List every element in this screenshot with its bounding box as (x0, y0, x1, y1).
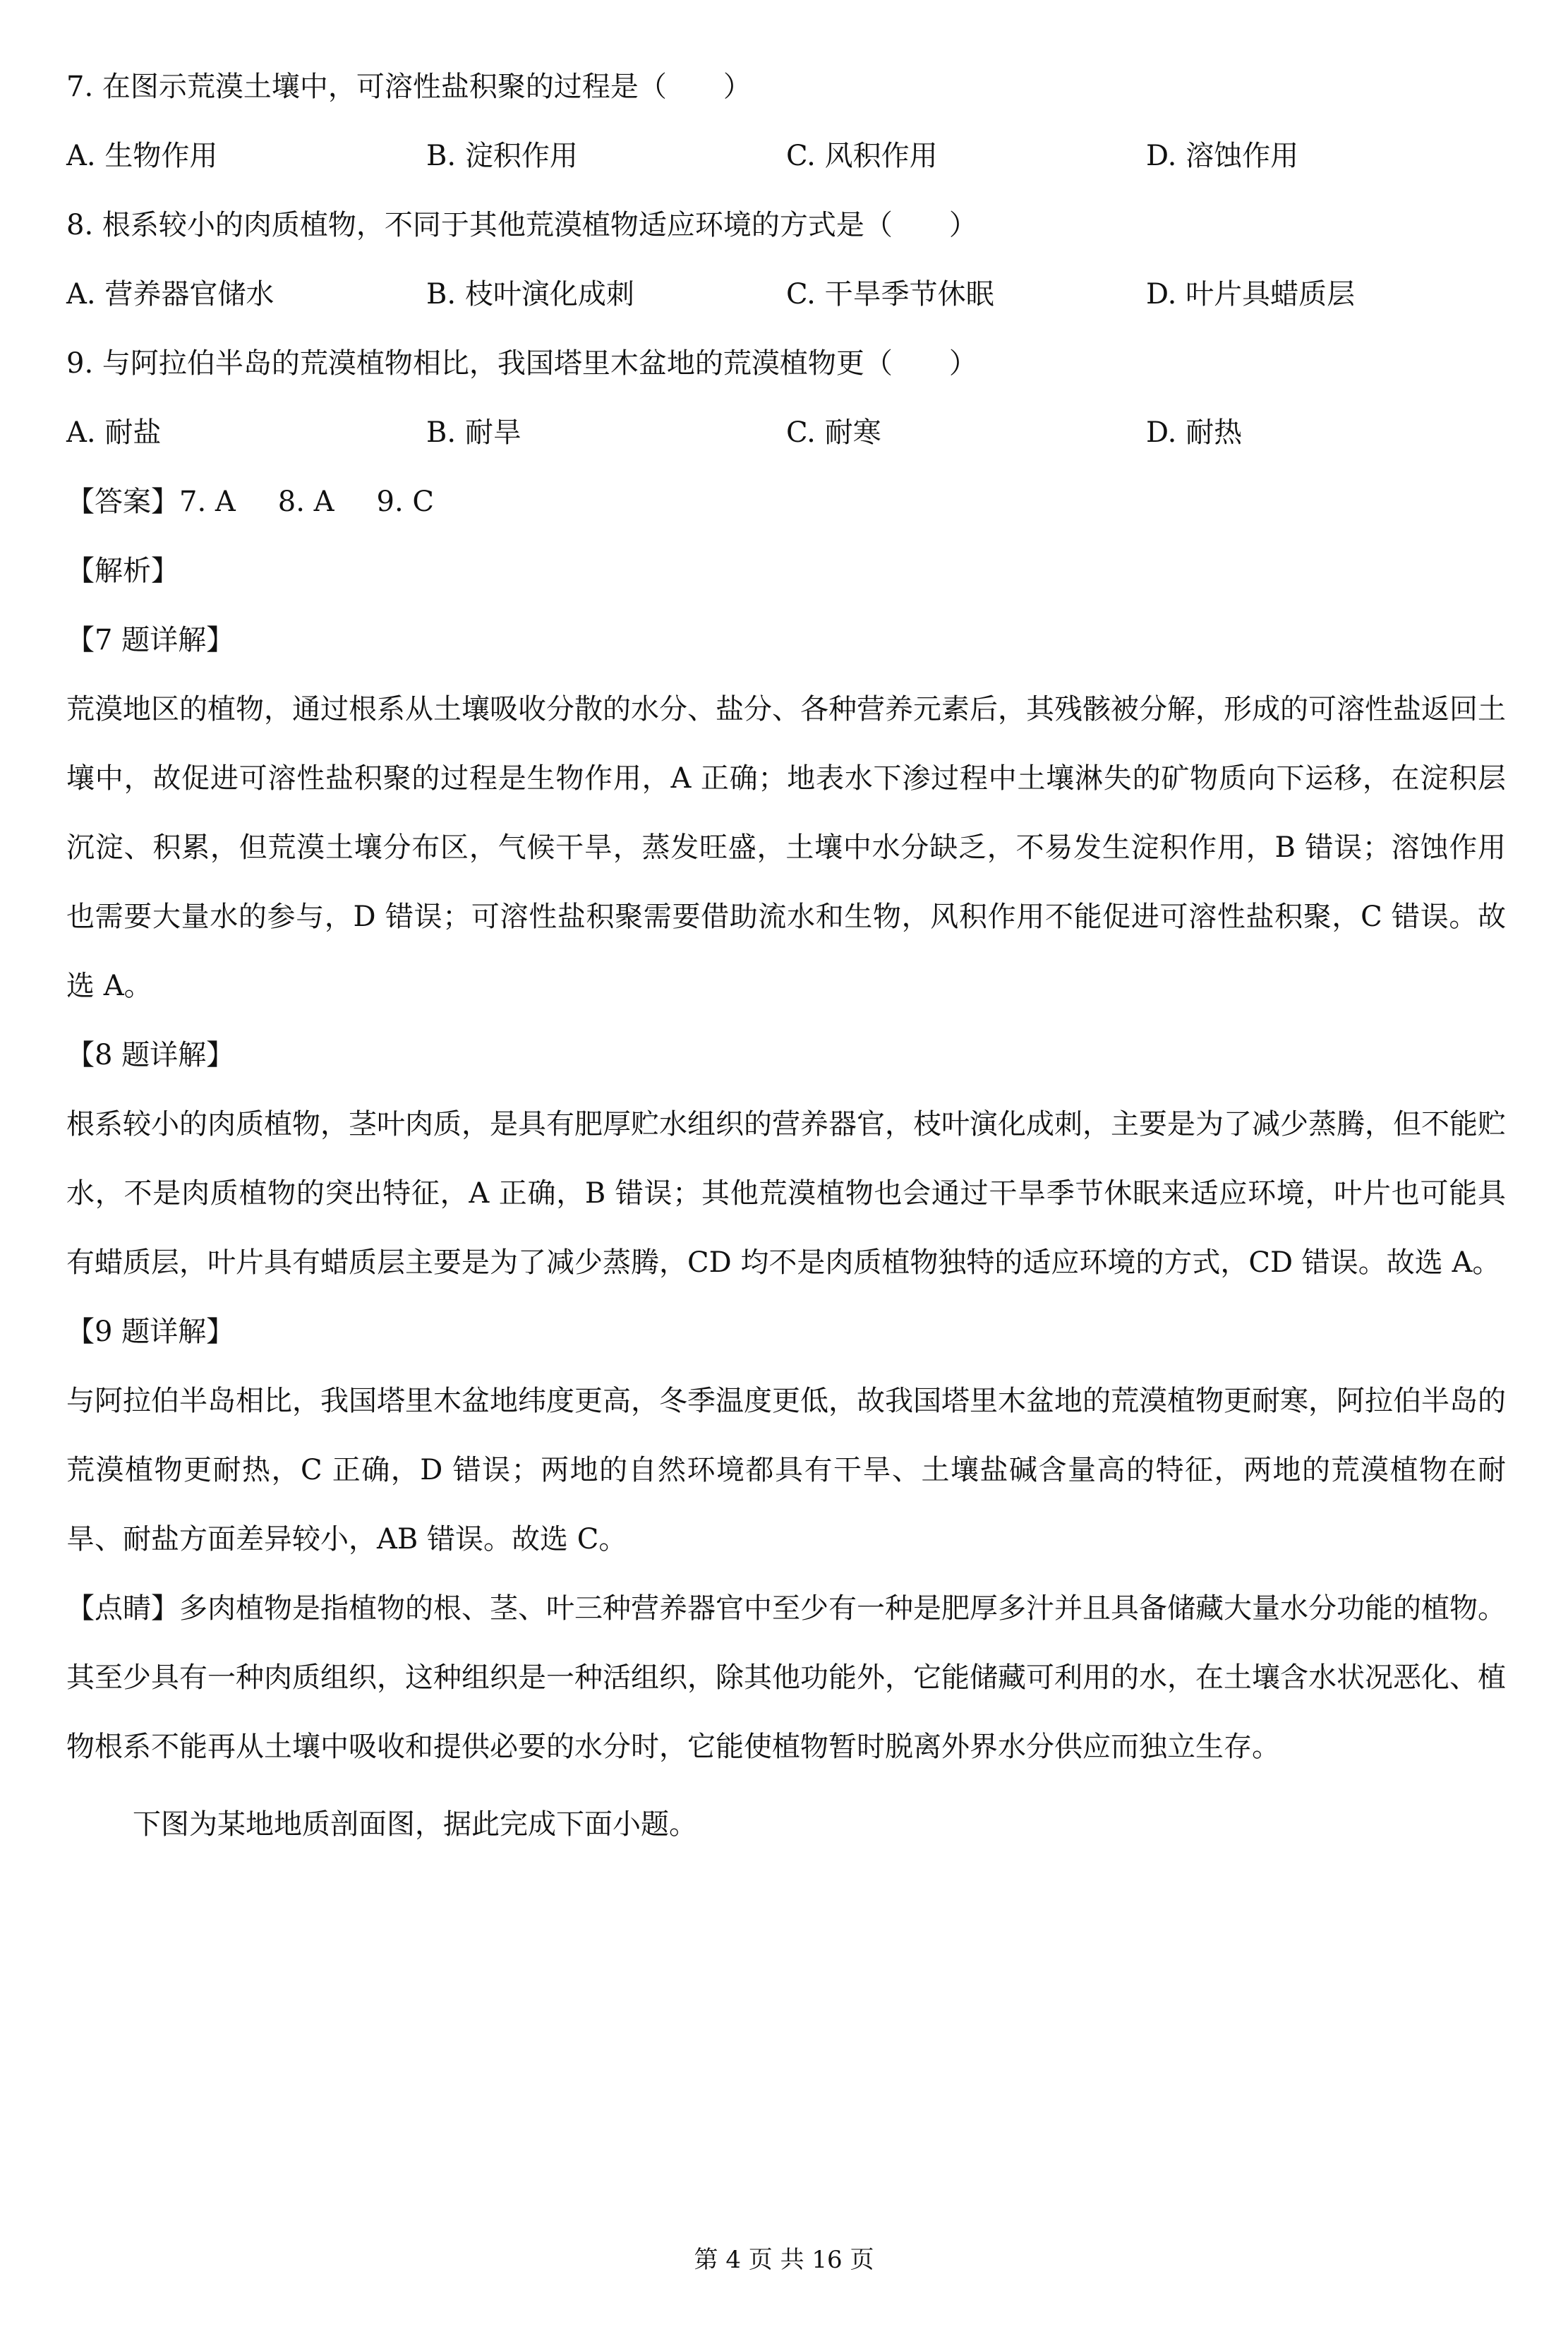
tip-text: 多肉植物是指植物的根、茎、叶三种营养器官中至少有一种是肥厚多汁并且具备储藏大量水分功能的植物。其至少具有一种肉质组织，这种组织是一种活组织，除其他功能外，它能储藏可利用的水，在土壤含水状况恶化、植物根系不能再从土壤中吸收和提供必要的水分时，它能使植物暂时脱离外界水分供应而独立生存。 (66, 1592, 1506, 1763)
answer-label: 【答案】 (66, 486, 179, 518)
question-8-stem: 8. 根系较小的肉质植物，不同于其他荒漠植物适应环境的方式是（ ） (66, 209, 977, 241)
option-b: B. 淀积作用 (426, 140, 578, 172)
page-footer: 第 4 页 共 16 页 (694, 2246, 874, 2274)
answer-item: 8. A (277, 486, 334, 518)
option-d: D. 耐热 (1146, 416, 1243, 449)
detail-text: 根系较小的肉质植物，茎叶肉质，是具有肥厚贮水组织的营养器官，枝叶演化成刺，主要是为了减少蒸腾，但不能贮水，不是肉质植物的突出特征，A 正确，B 错误；其他荒漠植物也会通过干旱季节休眠来适应环境，叶片也可能具有蜡质层，叶片具有蜡质层主要是为了减少蒸腾，CD 均不是肉质植物独特的适应环境的方式，CD 错误。故选 A。 (66, 1108, 1506, 1279)
answer-item: 7. A (179, 486, 236, 518)
detail-heading: 【8 题详解】 (66, 1039, 235, 1071)
option-d: D. 叶片具蜡质层 (1146, 278, 1356, 311)
document-body (66, 52, 1506, 1859)
detail-text: 荒漠地区的植物，通过根系从土壤吸收分散的水分、盐分、各种营养元素后，其残骸被分解，形成的可溶性盐返回土壤中，故促进可溶性盐积聚的过程是生物作用，A 正确；地表水下渗过程中土壤淋失的矿物质向下运移，在淀积层沉淀、积累，但荒漠土壤分布区，气候干旱，蒸发旺盛，土壤中水分缺乏，不易发生淀积作用，B 错误；溶蚀作用也需要大量水的参与，D 错误；可溶性盐积聚需要借助流水和生物，风积作用不能促进可溶性盐积聚，C 错误。故选 A。 (66, 693, 1506, 1002)
figure-intro: 下图为某地地质剖面图，据此完成下面小题。 (133, 1808, 697, 1841)
question-8 (66, 191, 1506, 329)
answer-line (66, 467, 1506, 536)
option-c: C. 干旱季节休眠 (786, 278, 994, 311)
option-d: D. 溶蚀作用 (1146, 140, 1299, 172)
option-a: A. 生物作用 (66, 140, 218, 172)
question-7-stem: 7. 在图示荒漠土壤中，可溶性盐积聚的过程是（ ） (66, 71, 752, 103)
question-9-options (66, 398, 1506, 467)
detail-heading: 【7 题详解】 (66, 624, 235, 656)
option-b: B. 枝叶演化成刺 (426, 278, 634, 311)
question-9-stem: 9. 与阿拉伯半岛的荒漠植物相比，我国塔里木盆地的荒漠植物更（ ） (66, 347, 977, 380)
option-a: A. 耐盐 (66, 416, 162, 449)
detail-text: 与阿拉伯半岛相比，我国塔里木盆地纬度更高，冬季温度更低，故我国塔里木盆地的荒漠植物更耐寒，阿拉伯半岛的荒漠植物更耐热，C 正确，D 错误；两地的自然环境都具有干旱、土壤盐碱含量高的特征，两地的荒漠植物在耐旱、耐盐方面差异较小，AB 错误。故选 C。 (66, 1385, 1506, 1556)
question-8-options (66, 260, 1506, 329)
analysis-label: 【解析】 (66, 555, 179, 587)
option-b: B. 耐旱 (426, 416, 521, 449)
answer-item: 9. C (376, 486, 435, 518)
question-7-options (66, 121, 1506, 191)
tip-paragraph (66, 1574, 1506, 1781)
question-7 (66, 52, 1506, 191)
option-c: C. 耐寒 (786, 416, 881, 449)
detail-heading: 【9 题详解】 (66, 1316, 235, 1348)
option-a: A. 营养器官储水 (66, 278, 275, 311)
option-c: C. 风积作用 (786, 140, 938, 172)
tip-label: 【点睛】 (66, 1592, 179, 1625)
question-9 (66, 329, 1506, 467)
